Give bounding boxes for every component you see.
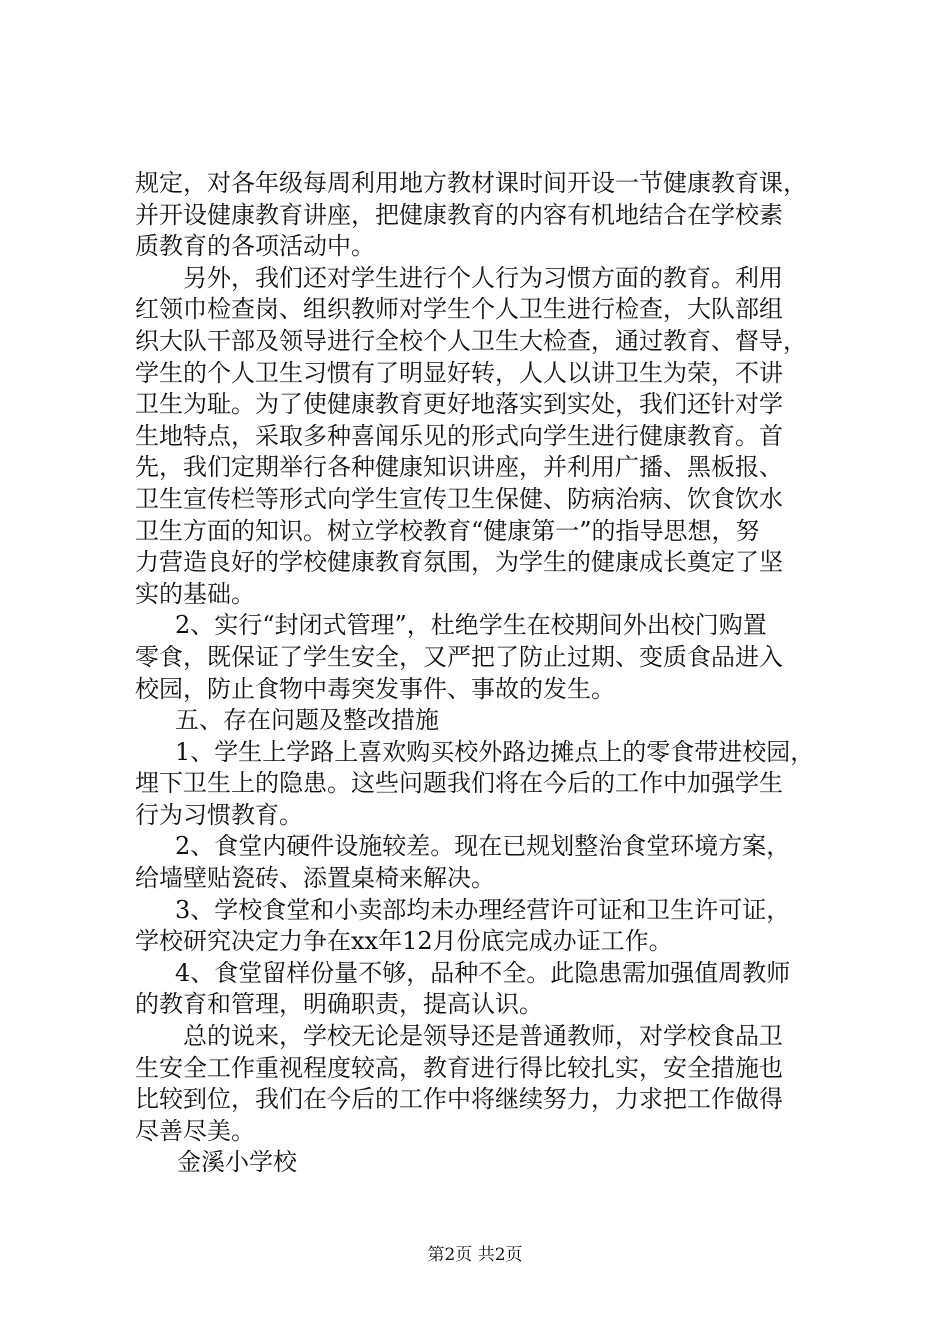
body-line: 尽善尽美。 (135, 1116, 255, 1145)
body-line: 卫生宣传栏等形式向学生宣传卫生保健、防病治病、饮食饮水 (135, 484, 783, 513)
body-line: 给墙壁贴瓷砖、添置桌椅来解决。 (135, 864, 495, 893)
body-line: 规定，对各年级每周利用地方教材课时间开设一节健康教育课， (135, 169, 807, 197)
body-line: 生地特点，采取多种喜闻乐见的形式向学生进行健康教育。首 (135, 421, 783, 450)
signature-line: 金溪小学校 (177, 1148, 297, 1177)
paragraph-start-line: 总的说来，学校无论是领导还是普通教师，对学校食品卫 (183, 1022, 783, 1051)
body-line: 生安全工作重视程度较高，教育进行得比较扎实，安全措施也 (135, 1053, 783, 1082)
paragraph-start-line: 另外，我们还对学生进行个人行为习惯方面的教育。利用 (183, 263, 783, 292)
numbered-item-line: 1、学生上学路上喜欢购买校外路边摊点上的零食带进校园， (175, 737, 815, 766)
numbered-item-line: 2、实行“封闭式管理”，杜绝学生在校期间外出校门购置 (175, 611, 767, 640)
body-line: 质教育的各项活动中。 (135, 232, 375, 261)
body-line: 并开设健康教育讲座，把健康教育的内容有机地结合在学校素 (135, 200, 783, 229)
body-line: 织大队干部及领导进行全校个人卫生大检查，通过教育、督导， (135, 326, 807, 355)
body-line: 埋下卫生上的隐患。这些问题我们将在今后的工作中加强学生 (135, 769, 783, 798)
body-line: 先，我们定期举行各种健康知识讲座，并利用广播、黑板报、 (135, 453, 783, 482)
body-line: 零食，既保证了学生安全，又严把了防止过期、变质食品进入 (135, 642, 783, 671)
body-line: 学校研究决定力争在xx年12月份底完成办证工作。 (135, 927, 673, 956)
body-line: 卫生方面的知识。树立学校教育“健康第一”的指导思想，努 (135, 516, 760, 545)
section-heading: 五、存在问题及整改措施 (175, 706, 439, 735)
body-line: 学生的个人卫生习惯有了明显好转，人人以讲卫生为荣，不讲 (135, 358, 783, 387)
body-line: 校园，防止食物中毒突发事件、事故的发生。 (135, 674, 615, 703)
body-line: 卫生为耻。为了使健康教育更好地落实到实处，我们还针对学 (135, 390, 783, 419)
body-line: 实的基础。 (135, 579, 255, 608)
document-body (135, 168, 835, 1179)
body-line: 的教育和管理，明确职责，提高认识。 (135, 990, 543, 1019)
page-number-footer: 第2页 共2页 (427, 1245, 523, 1265)
body-line: 红领巾检查岗、组织教师对学生个人卫生进行检查，大队部组 (135, 295, 783, 324)
body-line: 比较到位，我们在今后的工作中将继续努力，力求把工作做得 (135, 1085, 783, 1114)
body-line: 行为习惯教育。 (135, 800, 303, 829)
numbered-item-line: 4、食堂留样份量不够，品种不全。此隐患需加强值周教师 (175, 958, 791, 987)
numbered-item-line: 2、食堂内硬件设施较差。现在已规划整治食堂环境方案， (175, 832, 791, 861)
numbered-item-line: 3、学校食堂和小卖部均未办理经营许可证和卫生许可证， (175, 895, 791, 924)
body-line: 力营造良好的学校健康教育氛围，为学生的健康成长奠定了坚 (135, 548, 783, 577)
